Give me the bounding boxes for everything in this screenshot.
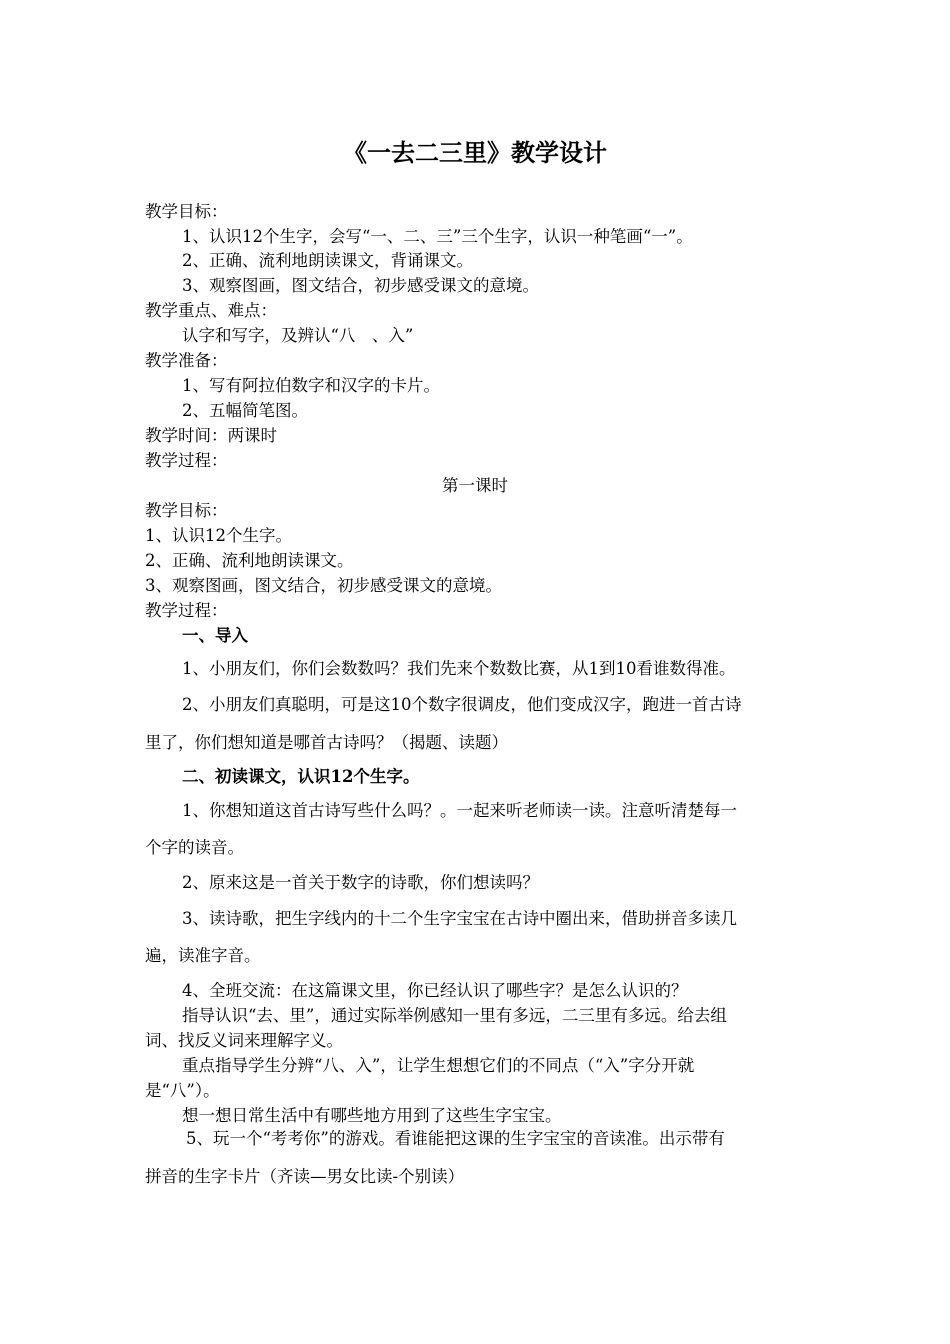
text-line: 遍，读准字音。 <box>145 946 261 965</box>
text-line: 2、正确、流利地朗读课文。 <box>145 551 354 570</box>
text-line: 认字和写字，及辨认“八 、入” <box>182 326 414 345</box>
text-line: 教学重点、难点： <box>145 301 277 320</box>
text-line: 1、认识12个生字，会写“一、二、三”三个生字，认识一种笔画“一”。 <box>182 227 693 246</box>
text-line: 3、观察图画，图文结合，初步感受课文的意境。 <box>145 576 502 595</box>
text-line: 3、读诗歌，把生字线内的十二个生字宝宝在古诗中圈出来，借助拼音多读几 <box>182 909 737 928</box>
text-line: 2、小朋友们真聪明，可是这10个数字很调皮，他们变成汉字，跑进一首古诗 <box>182 695 742 714</box>
text-line: 教学准备： <box>145 351 228 370</box>
text-line: 教学过程： <box>145 601 228 620</box>
text-line: 2、正确、流利地朗读课文，背诵课文。 <box>182 251 473 270</box>
text-line: 1、写有阿拉伯数字和汉字的卡片。 <box>182 376 440 395</box>
text-line: 词、找反义词来理解字义。 <box>145 1031 343 1050</box>
section-heading: 第一课时 <box>442 476 508 495</box>
text-line: 5、玩一个“考考你”的游戏。看谁能把这课的生字宝宝的音读准。出示带有 <box>186 1129 725 1148</box>
text-line: 个字的读音。 <box>145 838 244 857</box>
text-line: 指导认识“去、里”，通过实际举例感知一里有多远，二三里有多远。给去组 <box>182 1006 727 1025</box>
text-line: 4、全班交流：在这篇课文里，你已经认识了哪些字？是怎么认识的？ <box>182 981 688 1000</box>
text-line: 1、你想知道这首古诗写些什么吗？。一起来听老师读一读。注意听清楚每一 <box>182 801 737 820</box>
subsection-heading: 二、初读课文，认识12个生字。 <box>182 767 420 786</box>
text-line: 教学目标： <box>145 501 228 520</box>
text-line: 重点指导学生分辨“八、入”，让学生想想它们的不同点（“入”字分开就 <box>182 1056 695 1075</box>
text-line: 想一想日常生活中有哪些地方用到了这些生字宝宝。 <box>182 1106 562 1125</box>
text-line: 1、认识12个生字。 <box>145 526 292 545</box>
text-line: 2、五幅简笔图。 <box>182 401 308 420</box>
text-line: 2、原来这是一首关于数字的诗歌，你们想读吗？ <box>182 873 539 892</box>
text-line: 教学目标： <box>145 202 228 221</box>
text-line: 是“八”）。 <box>145 1081 220 1100</box>
text-line: 教学过程： <box>145 451 228 470</box>
subsection-heading: 一、导入 <box>182 626 248 645</box>
document-title: 《一去二三里》教学设计 <box>343 139 607 167</box>
text-line: 拼音的生字卡片（齐读—男女比读-个别读） <box>145 1167 465 1186</box>
text-line: 1、小朋友们，你们会数数吗？我们先来个数数比赛，从1到10看谁数得准。 <box>182 659 736 678</box>
text-line: 3、观察图画，图文结合，初步感受课文的意境。 <box>182 276 539 295</box>
text-line: 里了，你们想知道是哪首古诗吗？（揭题、读题） <box>145 733 508 752</box>
text-line: 教学时间：两课时 <box>145 426 277 445</box>
